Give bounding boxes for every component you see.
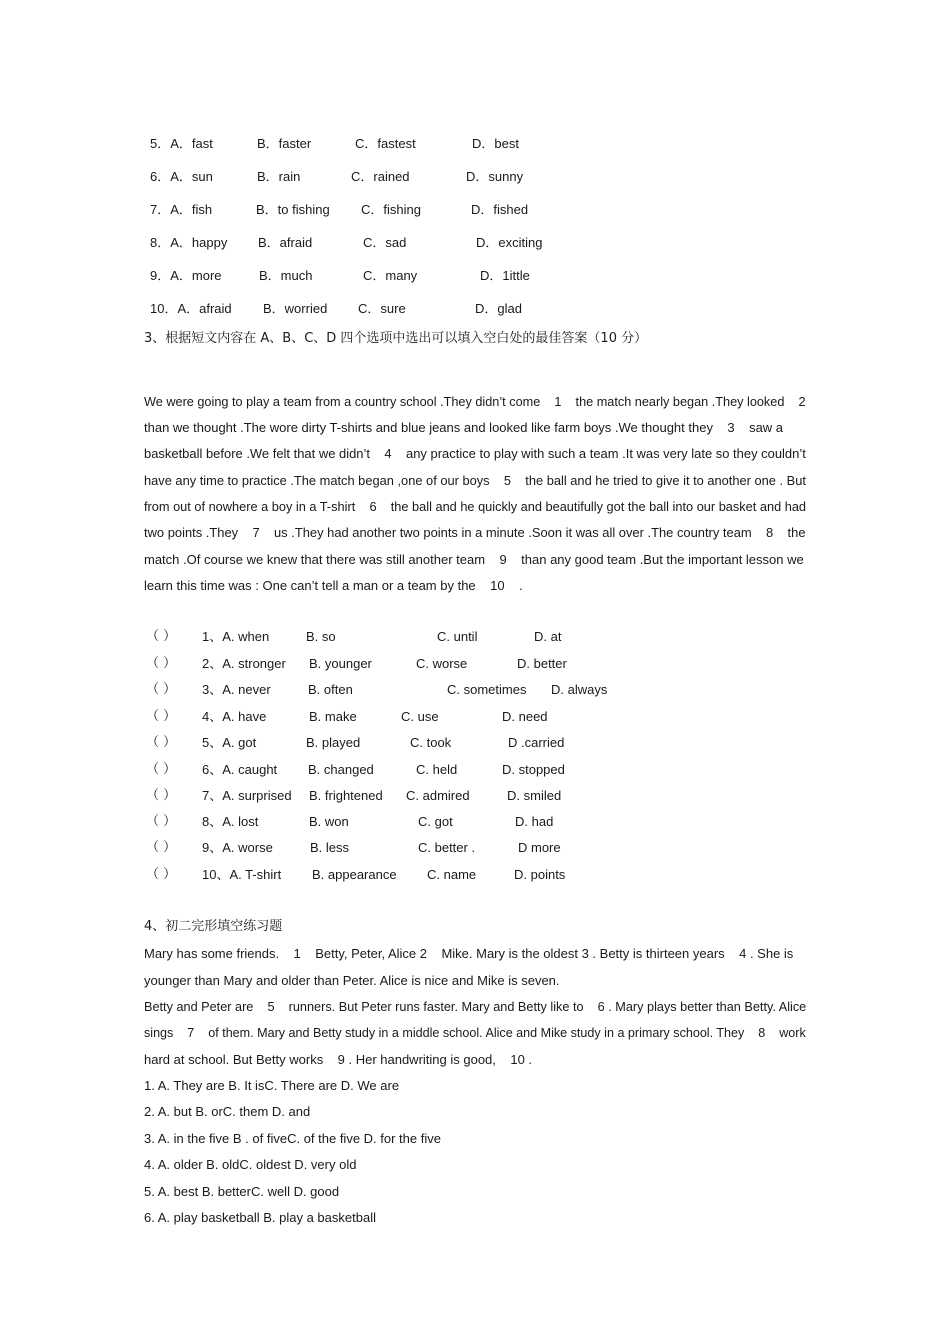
option-d: D. always [551, 682, 608, 697]
option-a: 7．A．fish [150, 202, 213, 217]
option-b: B. won [309, 814, 349, 829]
option-d: D. smiled [507, 788, 562, 803]
option-b: B．worried [263, 301, 328, 316]
option-d: D. better [517, 656, 567, 671]
option-d: D. need [502, 709, 548, 724]
passage-line: sings 7 of them. Mary and Betty study in a middle school. Alice and Mike study in a primary school. They 8 work [144, 1025, 806, 1040]
option-c: C. got [418, 814, 453, 829]
option-a: 10．A．afraid [150, 301, 232, 316]
option-d: D．exciting [476, 235, 543, 250]
option-b: B．afraid [258, 235, 313, 250]
option-c: C. until [437, 629, 478, 644]
option-d: D more [518, 840, 561, 855]
option-c: C. admired [406, 788, 470, 803]
passage-line: two points .They 7 us .They had another two points in a minute .Soon it was all over .The country team 8 the [144, 525, 806, 540]
option-b: B．much [259, 268, 313, 283]
option-c: C. worse [416, 656, 468, 671]
passage-line: than we thought .The wore dirty T-shirts and blue jeans and looked like farm boys .We thought they 3 saw a [144, 420, 784, 435]
option-c: C. name [427, 867, 477, 882]
option-b: B．to fishing [256, 202, 330, 217]
option-c: C．sad [363, 235, 407, 250]
option-d: D. had [515, 814, 554, 829]
answer-line: 5. A. best B. betterC. well D. good [144, 1184, 340, 1199]
answer-line: 2. A. but B. orC. them D. and [144, 1104, 311, 1119]
option-c: C. better . [418, 840, 476, 855]
passage-line: match .Of course we knew that there was still another team 9 than any good team .But the important lesson we [144, 552, 804, 567]
option-a: 10、A. T-shirt [202, 867, 282, 882]
option-a: 3、A. never [202, 682, 271, 697]
option-b: B. appearance [312, 867, 397, 882]
option-b: B. so [306, 629, 336, 644]
answer-line: 6. A. play basketball B. play a basketball [144, 1210, 376, 1225]
option-b: B. less [310, 840, 350, 855]
option-b: B. younger [309, 656, 372, 671]
passage-line: hard at school. But Betty works 9 . Her handwriting is good, 10 . [144, 1052, 533, 1067]
option-c: C．many [363, 268, 418, 283]
passage-line: younger than Mary and older than Peter. Alice is nice and Mike is seven. [144, 973, 560, 988]
option-a: 8．A．happy [150, 235, 228, 250]
answer-blank: （ ） [146, 656, 177, 671]
option-d: D .carried [508, 735, 565, 750]
option-a: 5．A．fast [150, 136, 213, 151]
answer-blank: （ ） [146, 814, 177, 829]
option-b: B．rain [257, 169, 301, 184]
option-b: B. often [308, 682, 353, 697]
passage-line: Mary has some friends. 1 Betty, Peter, Alice 2 Mike. Mary is the oldest 3 . Betty is thirteen years 4 . She is [144, 946, 794, 961]
section4-heading: 4、初二完形填空练习题 [144, 919, 283, 934]
answer-blank: （ ） [146, 682, 177, 697]
option-c: C．sure [358, 301, 406, 316]
passage-line: from out of nowhere a boy in a T-shirt 6 the ball and he quickly and beautifully got the ball into our basket and had [144, 499, 807, 514]
answer-blank: （ ） [146, 735, 177, 750]
option-d: D．1ittle [480, 268, 530, 283]
answer-blank: （ ） [146, 629, 177, 644]
option-d: D．best [472, 136, 519, 151]
option-a: 1、A. when [202, 629, 270, 644]
answer-blank: （ ） [146, 762, 177, 777]
option-a: 6．A．sun [150, 169, 213, 184]
option-b: B. frightened [309, 788, 383, 803]
option-c: C．fishing [361, 202, 421, 217]
option-d: D．fished [471, 202, 529, 217]
section3-heading: 3、根据短文内容在 A、B、C、D 四个选项中选出可以填入空白处的最佳答案（10 分） [144, 331, 648, 346]
option-a: 6、A. caught [202, 762, 278, 777]
passage-line: basketball before .We felt that we didn’t 4 any practice to play with such a team .It was very late so they couldn’t [144, 446, 806, 461]
option-d: D．glad [475, 301, 522, 316]
option-a: 7、A. surprised [202, 788, 292, 803]
option-b: B. make [309, 709, 357, 724]
option-b: B．faster [257, 136, 312, 151]
option-a: 5、A. got [202, 735, 257, 750]
option-d: D. stopped [502, 762, 565, 777]
option-a: 2、A. stronger [202, 656, 286, 671]
answer-line: 4. A. older B. oldC. oldest D. very old [144, 1157, 357, 1172]
option-b: B. changed [308, 762, 374, 777]
option-c: C. held [416, 762, 458, 777]
passage-line: Betty and Peter are 5 runners. But Peter runs faster. Mary and Betty like to 6 . Mary plays better than Betty. Alice [144, 999, 807, 1014]
passage-line: have any time to practice .The match began ,one of our boys 5 the ball and he tried to give it to another one . But [144, 473, 806, 488]
answer-blank: （ ） [146, 867, 177, 882]
answer-blank: （ ） [146, 840, 177, 855]
option-a: 4、A. have [202, 709, 267, 724]
option-c: C．fastest [355, 136, 416, 151]
option-b: B. played [306, 735, 361, 750]
option-d: D. at [534, 629, 562, 644]
answer-blank: （ ） [146, 709, 177, 724]
answer-blank: （ ） [146, 788, 177, 803]
option-c: C. use [401, 709, 439, 724]
answer-line: 3. A. in the five B . of fiveC. of the five D. for the five [144, 1131, 441, 1146]
option-a: 8、A. lost [202, 814, 259, 829]
answer-line: 1. A. They are B. It isC. There are D. We are [144, 1078, 400, 1093]
option-c: C．rained [351, 169, 410, 184]
passage-line: We were going to play a team from a country school .They didn’t come 1 the match nearly began .They looked 2 [144, 394, 806, 409]
passage-line: learn this time was : One can’t tell a man or a team by the 10 . [144, 578, 523, 593]
option-c: C. sometimes [447, 682, 527, 697]
option-a: 9、A. worse [202, 840, 273, 855]
option-c: C. took [410, 735, 452, 750]
option-a: 9．A．more [150, 268, 222, 283]
option-d: D．sunny [466, 169, 524, 184]
option-d: D. points [514, 867, 566, 882]
